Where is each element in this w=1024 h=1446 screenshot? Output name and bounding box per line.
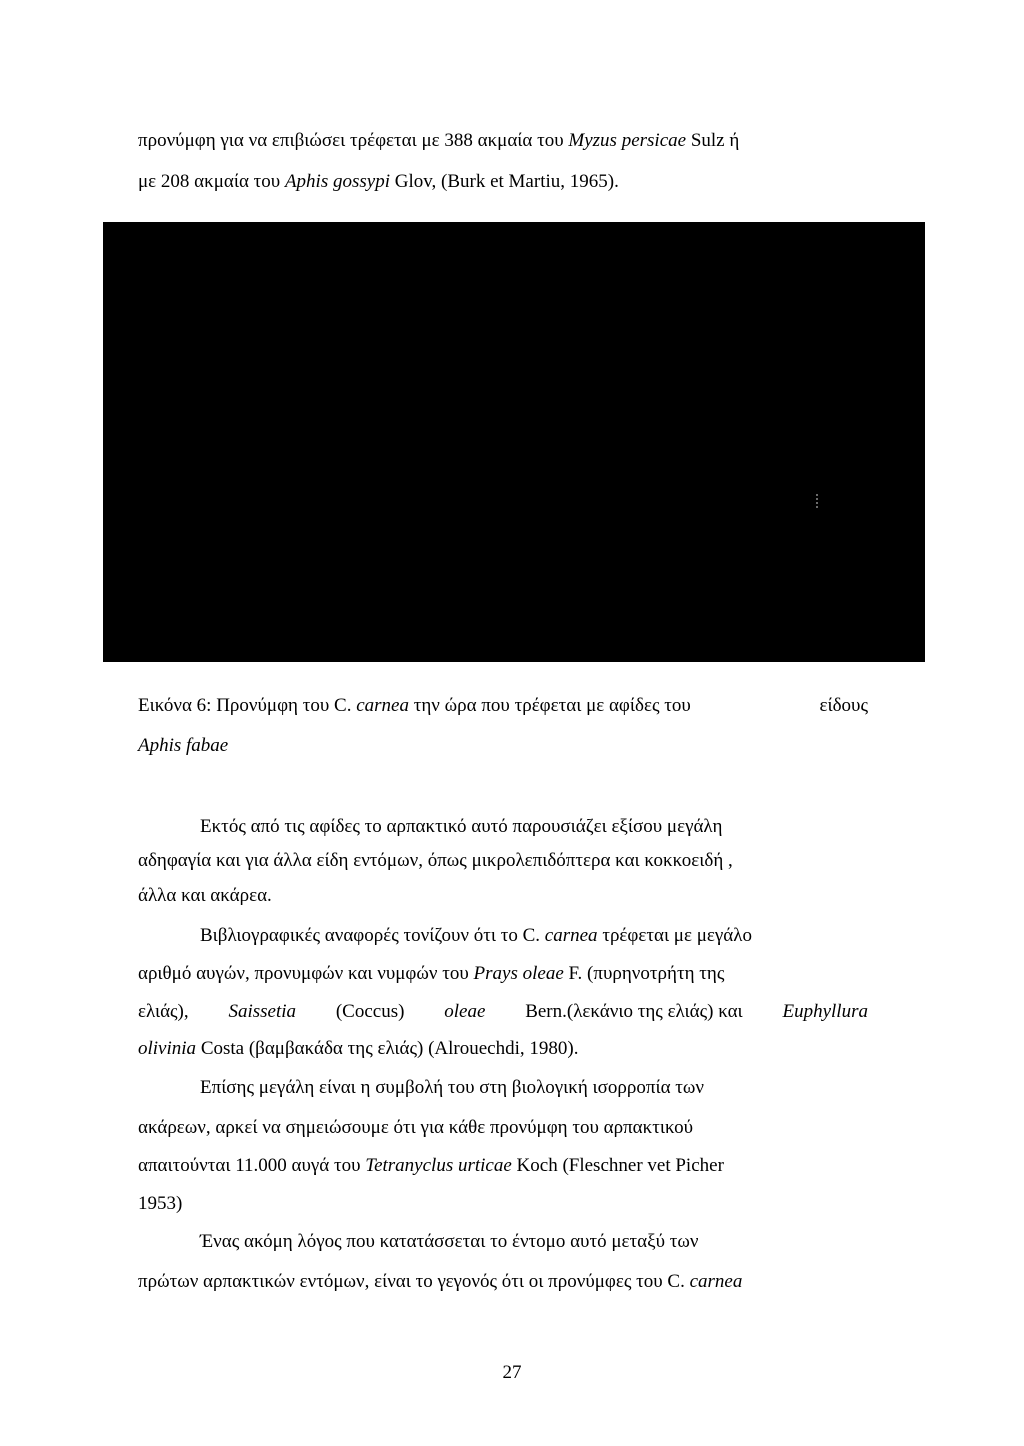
text-segment: προνύμφη για να επιβιώσει τρέφεται με 388 ακμαία του [138, 130, 569, 151]
text-segment: πρώτων αρπακτικών εντόμων, είναι το γεγονός ότι οι προνύμφες του C. [138, 1271, 690, 1292]
page-number: 27 [502, 1362, 522, 1383]
species-name: Tetranyclus urticae [365, 1155, 512, 1176]
text-line [138, 962, 868, 986]
caption-text: Εικόνα 6: Προνύμφη του C. [138, 695, 357, 716]
text-segment: (Coccus) [335, 1001, 405, 1022]
species-name: Aphis gossypi [284, 171, 390, 192]
figure-caption [138, 694, 868, 718]
text-line: Εκτός από τις αφίδες το αρπακτικό αυτό παρουσιάζει εξίσου μεγάλη [200, 816, 723, 837]
species-name: carnea [356, 695, 409, 716]
text-line: ακάρεων, αρκεί να σημειώσουμε ότι για κάθε προνύμφη του αρπακτικού [138, 1117, 694, 1138]
species-name: carnea [544, 925, 598, 946]
image-speck [816, 494, 820, 508]
species-name: olivinia [138, 1038, 197, 1059]
text-line: αδηφαγία και για άλλα είδη εντόμων, όπως μικρολεπιδόπτερα και κοκκοειδή , [138, 850, 733, 871]
text-line [138, 170, 868, 194]
text-line [138, 1154, 868, 1178]
figure-caption-line2 [138, 734, 868, 758]
text-segment: ελιάς), [138, 1001, 189, 1022]
species-name: Myzus persicae [568, 130, 687, 151]
species-name: Aphis fabae [138, 735, 229, 756]
text-line [138, 1000, 868, 1024]
caption-main [138, 694, 691, 718]
caption-text: την ώρα που τρέφεται με αφίδες του [408, 695, 691, 716]
text-segment: αριθμό αυγών, προνυμφών και νυμφών του [138, 963, 474, 984]
species-name: Euphyllura [782, 1001, 868, 1022]
species-name: Saissetia [228, 1001, 297, 1022]
text-line: 1953) [138, 1193, 183, 1214]
text-line [200, 924, 868, 948]
figure-image [103, 222, 925, 662]
text-segment: Koch (Fleschner vet Picher [511, 1155, 724, 1176]
text-segment: απαιτούνται 11.000 αυγά του [138, 1155, 366, 1176]
text-segment: Bern.(λεκάνιο της ελιάς) και [525, 1001, 743, 1022]
text-line: άλλα και ακάρεα. [138, 885, 272, 906]
text-segment: Glov, (Burk et Martiu, 1965). [389, 171, 619, 192]
species-name: Prays oleae [473, 963, 564, 984]
caption-text: είδους [819, 695, 868, 716]
text-line: Επίσης μεγάλη είναι η συμβολή του στη βιολογική ισορροπία των [200, 1077, 705, 1098]
text-segment: Costa (βαμβακάδα της ελιάς) (Alrouechdi, 1980). [196, 1038, 579, 1059]
text-segment: Sulz ή [686, 130, 740, 151]
text-line [138, 129, 868, 153]
text-line [138, 1037, 868, 1061]
text-segment: F. (πυρηνοτρήτη της [563, 963, 725, 984]
text-line [138, 1270, 868, 1294]
species-name: oleae [444, 1001, 486, 1022]
text-line: Ένας ακόμη λόγος που κατατάσσεται το έντομο αυτό μεταξύ των [200, 1231, 699, 1252]
text-segment: Βιβλιογραφικές αναφορές τονίζουν ότι το C. [200, 925, 545, 946]
text-segment: τρέφεται με μεγάλο [597, 925, 752, 946]
text-segment: με 208 ακμαία του [138, 171, 285, 192]
species-name: carnea [689, 1271, 743, 1292]
